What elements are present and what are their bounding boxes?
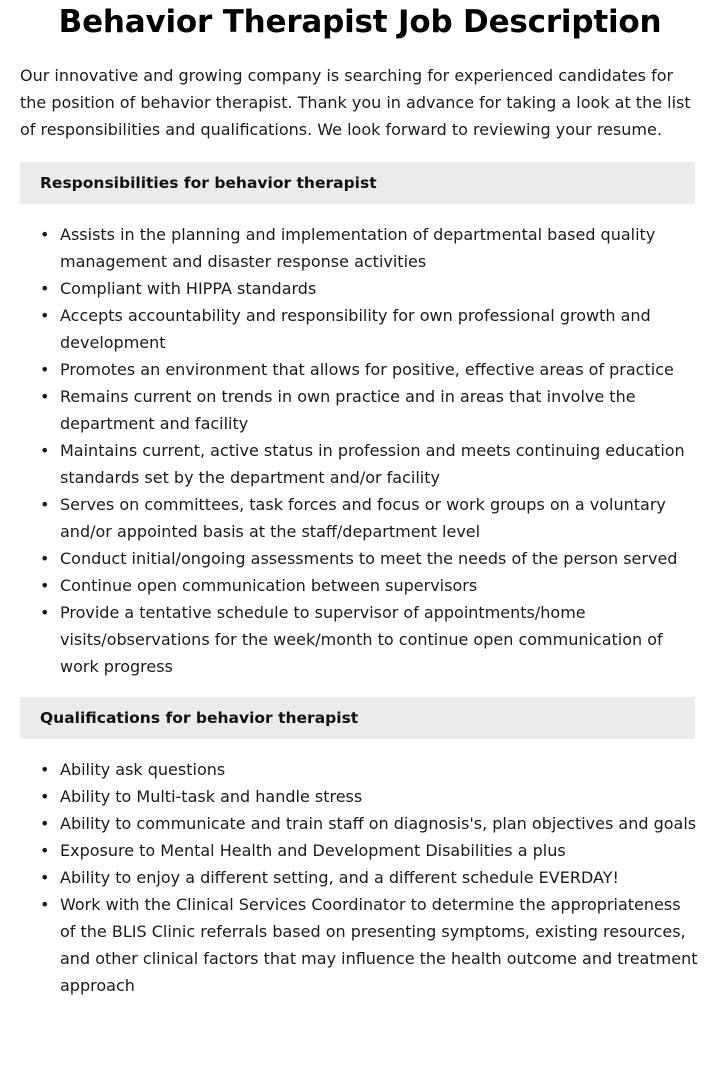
list-item-text: Compliant with HIPPA standards	[60, 279, 317, 298]
list-item	[40, 837, 700, 864]
bullet-icon: •	[40, 576, 50, 595]
bullet-icon: •	[40, 603, 50, 622]
bullet-icon: •	[40, 279, 50, 298]
list-item	[40, 545, 700, 572]
bullet-icon: •	[40, 387, 50, 406]
list-item-text: Continue open communication between supervisors	[60, 576, 478, 595]
list-item-text: Assists in the planning and implementation of departmental based quality management and disaster response activities	[60, 225, 656, 271]
list-item	[40, 221, 700, 275]
bullet-icon: •	[40, 495, 50, 514]
list-item-text: Conduct initial/ongoing assessments to meet the needs of the person served	[60, 549, 678, 568]
responsibilities-heading: Responsibilities for behavior therapist	[20, 162, 695, 204]
intro-paragraph: Our innovative and growing company is searching for experienced candidates for the position of behavior therapist. Thank you in advance for taking a look at the list of responsibilities and qualifications. We look forward to reviewing your resume.	[20, 66, 691, 139]
list-item-text: Serves on committees, task forces and focus or work groups on a voluntary and/or appointed basis at the staff/department level	[60, 495, 666, 541]
list-item-text: Remains current on trends in own practice and in areas that involve the department and facility	[60, 387, 636, 433]
list-item	[40, 572, 700, 599]
list-item-text: Ability ask questions	[60, 760, 226, 779]
list-item	[40, 891, 700, 999]
responsibilities-list	[20, 221, 700, 680]
page-title: Behavior Therapist Job Description	[58, 4, 662, 40]
list-item-text: Work with the Clinical Services Coordinator to determine the appropriateness of the BLIS Clinic referrals based on presenting symptoms, existing resources, and other clinical factors that may influence the health outcome and treatment approach	[60, 895, 698, 995]
list-item-text: Ability to communicate and train staff on diagnosis's, plan objectives and goals	[60, 814, 697, 833]
list-item	[40, 383, 700, 437]
bullet-icon: •	[40, 868, 50, 887]
list-item-text: Ability to enjoy a different setting, and a different schedule EVERDAY!	[60, 868, 619, 887]
list-item	[40, 599, 700, 680]
list-item	[40, 491, 700, 545]
list-item	[40, 783, 700, 810]
qualifications-heading: Qualifications for behavior therapist	[20, 697, 695, 739]
bullet-icon: •	[40, 306, 50, 325]
list-item-text: Exposure to Mental Health and Development Disabilities a plus	[60, 841, 566, 860]
list-item	[40, 437, 700, 491]
list-item	[40, 756, 700, 783]
list-item-text: Promotes an environment that allows for positive, effective areas of practice	[60, 360, 674, 379]
list-item	[40, 356, 700, 383]
bullet-icon: •	[40, 814, 50, 833]
list-item	[40, 864, 700, 891]
bullet-icon: •	[40, 225, 50, 244]
list-item-text: Provide a tentative schedule to supervisor of appointments/home visits/observations for the week/month to continue open communication of work progress	[60, 603, 663, 676]
list-item-text: Maintains current, active status in profession and meets continuing education standards set by the department and/or facility	[60, 441, 685, 487]
bullet-icon: •	[40, 895, 50, 914]
qualifications-list	[20, 756, 700, 999]
bullet-icon: •	[40, 549, 50, 568]
list-item	[40, 275, 700, 302]
bullet-icon: •	[40, 441, 50, 460]
bullet-icon: •	[40, 760, 50, 779]
list-item	[40, 302, 700, 356]
bullet-icon: •	[40, 360, 50, 379]
list-item	[40, 810, 700, 837]
bullet-icon: •	[40, 841, 50, 860]
list-item-text: Ability to Multi-task and handle stress	[60, 787, 363, 806]
bullet-icon: •	[40, 787, 50, 806]
list-item-text: Accepts accountability and responsibility for own professional growth and development	[60, 306, 651, 352]
